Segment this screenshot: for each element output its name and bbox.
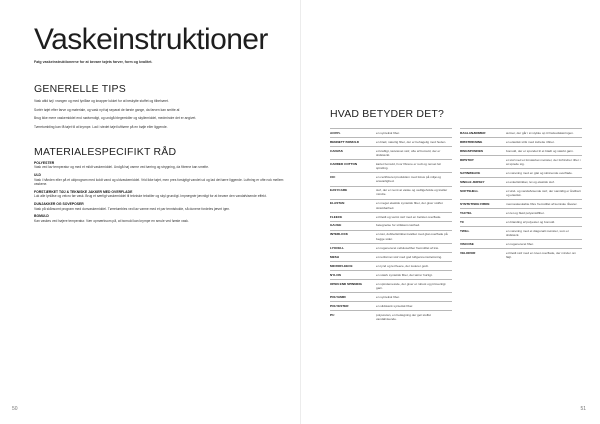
glossary-term: CARDED COTTON	[330, 161, 358, 166]
page-number-right: 51	[580, 406, 586, 412]
glossary-definition: menneskeskabte fibre fremstillet af kemiske råvarer.	[506, 201, 578, 206]
material-text: Vask ved lav temperatur og med et mildt vaskemiddel. Undgå høj varme ved tørring og strygning, da fibrene kan smelte.	[34, 165, 209, 170]
glossary-term: RIBSTRIKNING	[460, 139, 483, 144]
glossary-term: SOFTSHELL	[460, 188, 479, 193]
glossary-row	[460, 186, 582, 199]
glossary-term: VELOROR	[460, 251, 476, 256]
glossary-row	[330, 172, 452, 185]
material-text: Vask i hånden eller på et uldprogram med koldt vand og uldvaskemiddel. Vrid ikke tøjet, men pres forsigtigt vandet ud og lad det tørre liggende. Luftning er ofte nok mellem vaskene.	[34, 177, 284, 187]
glossary-term: RINGSPUNDEN	[460, 148, 483, 153]
glossary-definition: polyuretan, en belægning der gør stoffet vandafvisende.	[376, 312, 431, 321]
glossary-row	[460, 168, 582, 177]
glossary-term: TC	[460, 219, 465, 224]
tip-paragraph: Sortér tøjet efter farve og materiale, og vask nyt tøj separat de første gange, da farven kan smitte af.	[34, 107, 181, 112]
glossary-row	[330, 230, 452, 243]
materials-list	[34, 161, 286, 224]
tips-heading: GENERELLE TIPS	[34, 83, 126, 95]
glossary-definition: en regenereret cellulosefiber fremstillet af træ.	[376, 245, 440, 250]
glossary-definition: et netformet stof med god luftgennemstrømning.	[376, 254, 443, 259]
glossary-row	[330, 301, 452, 310]
glossary-term: ELASTAN	[330, 201, 345, 206]
glossary-row	[460, 248, 582, 261]
glossary-term: CIC	[330, 174, 336, 179]
glossary-row	[460, 217, 582, 226]
material-title: POLYESTER	[34, 160, 55, 165]
glossary-row	[330, 243, 452, 252]
page-subtitle: Følg vaskeinstruktionerne for at bevare tøjets farver, form og kvalitet.	[34, 60, 153, 64]
glossary-definition: en vævning med et diagonalt mønster, som er slidstærk.	[506, 228, 569, 238]
page-title: Vaskeinstruktioner	[34, 23, 268, 56]
glossary-definition: en stærk syntetisk fiber, der tørrer hurtigt.	[376, 272, 433, 277]
left-page	[34, 24, 286, 226]
glossary-term: SINGLE JERSEY	[460, 179, 485, 184]
glossary-row	[460, 128, 582, 137]
tips-list	[34, 99, 286, 130]
glossary-definition: en meget elastisk syntetisk fiber, der giver stoffet strækbarhed.	[376, 201, 443, 210]
material-text: Kan vaskes ved højere temperatur. Vær opmærksom på, at bomuld kan krympe en smule ved første vask.	[34, 218, 189, 223]
glossary-term: RIPSTOP	[460, 157, 474, 162]
glossary-definition: kartet bomuld, hvor fibrene er redt og renset før spinding.	[376, 161, 441, 170]
glossary-row	[330, 199, 452, 212]
glossary-row	[460, 155, 582, 168]
glossary-definition: en slidstærk syntetisk fiber.	[376, 303, 414, 308]
glossary-row	[460, 208, 582, 217]
glossary-term: ACRYL	[330, 130, 341, 135]
glossary-term: GAUGE	[330, 223, 342, 228]
glossary-row	[330, 279, 452, 292]
material-title: FORSTÆRKET TØJ & TEKNISKE JAKKER MED OVERFLADE	[34, 189, 133, 194]
glossary-term: BENNETT BOMULD	[330, 139, 360, 144]
glossary-definition: en tæt, dobbeltstrikket kvalitet med glat overflade på begge sider.	[376, 232, 448, 241]
glossary	[330, 128, 582, 323]
glossary-row	[460, 199, 582, 208]
glossary-heading: HVAD BETYDER DET?	[330, 108, 445, 120]
glossary-definition: et stof med et forstærket mønster, der forhindrer rifter i at sprede sig.	[506, 157, 581, 166]
glossary-definition: en regenereret fiber.	[506, 242, 534, 247]
glossary-definition: en blød, naturlig fiber, der er behagelig mod huden.	[376, 139, 447, 144]
glossary-definition: et kraftigt, tætvævet stof, ofte af bomuld, der er slidstærkt.	[376, 148, 441, 157]
glossary-definition: en syntetisk fiber.	[376, 294, 400, 299]
glossary-row	[330, 212, 452, 221]
glossary-term: RAGLANÆRMER	[460, 130, 486, 135]
glossary-row	[460, 177, 582, 186]
glossary-term: NYLON	[330, 272, 341, 277]
tip-paragraph: Brug ikke mere vaskemiddel end nødvendigt, og undgå blegemidler og skyllemiddel, medmindre det er angivet.	[34, 116, 197, 121]
glossary-definition: betegnelse for strikkens tæthed.	[376, 223, 421, 228]
glossary-row	[330, 128, 452, 137]
glossary-term: MICROFLEECE	[330, 263, 353, 268]
material-item	[34, 202, 286, 211]
glossary-row	[330, 186, 452, 199]
glossary-term: CANVAS	[330, 148, 343, 153]
glossary-term: PU	[330, 312, 335, 317]
glossary-term: OPEN END SPINNING	[330, 281, 362, 286]
glossary-definition: en let og blød polyamidfiber.	[506, 210, 545, 215]
material-title: DUNJAKKER OG SOVEPOSER	[34, 201, 84, 206]
glossary-term: POLYESTER	[330, 303, 349, 308]
material-title: ULD	[34, 173, 41, 177]
glossary-definition: et blødt og varmt stof med en børstet overflade.	[376, 214, 442, 219]
glossary-definition: en vævning med en glat og skinnende overflade.	[506, 170, 573, 175]
material-item	[34, 190, 286, 199]
glossary-term: SYNTETISKE FIBRE	[460, 201, 490, 206]
glossary-row	[330, 252, 452, 261]
page-number-left: 50	[12, 406, 18, 412]
glossary-term: VISCOSE	[460, 242, 474, 247]
glossary-definition: en syntetisk fiber.	[376, 130, 400, 135]
glossary-row	[460, 226, 582, 239]
tip-paragraph: Vask altid tøj i vrangen og med lynlåse og knapper lukket for at beskytte stoffet og tilbehøret.	[34, 99, 169, 103]
materials-heading: MATERIALESPECIFIKT RÅD	[34, 145, 177, 158]
glossary-row	[460, 146, 582, 155]
glossary-column-right	[460, 128, 582, 323]
glossary-definition: en spindemetode, der giver et robust og prisvenligt garn.	[376, 281, 446, 290]
material-text: Vask på skånsomt program med dunvaskemiddel. Tørretumbles ved lav varme med et par tennisbolde, så dunene fordeles jævnt igen.	[34, 206, 231, 211]
glossary-term: TWILL	[460, 228, 470, 233]
material-item	[34, 173, 286, 187]
glossary-definition: et blødt stof med en luvet overflade, der minder om fløjl.	[506, 251, 576, 260]
page-divider	[300, 0, 301, 424]
glossary-term: LYOCELL	[330, 245, 345, 250]
glossary-definition: et enkeltstrikket, let og elastisk stof.	[506, 179, 555, 184]
glossary-term: TACTEL	[460, 210, 472, 215]
glossary-definition: ærmer, der går i ét stykke op til halsudskæringen.	[506, 130, 574, 135]
glossary-definition: en blanding af polyester og bomuld.	[506, 219, 556, 224]
glossary-definition: bomuld, der er spundet til et blødt og stærkt garn.	[506, 148, 574, 153]
glossary-row	[460, 239, 582, 248]
glossary-row	[330, 137, 452, 146]
material-title: BOMULD	[34, 214, 49, 219]
glossary-definition: en tynd og let fleece, der isolerer godt.	[376, 263, 429, 268]
glossary-row	[330, 146, 452, 159]
glossary-row	[330, 159, 452, 172]
material-item	[34, 214, 286, 223]
tip-paragraph: Tørretumbling kan få tøjet til at krympe. Lad i stedet tøjet lufttørre på en bøjle eller liggende.	[34, 125, 168, 130]
glossary-row	[330, 261, 452, 270]
material-item	[34, 161, 286, 170]
glossary-term: INTERLOCK	[330, 232, 349, 237]
glossary-row	[330, 221, 452, 230]
glossary-definition: stof, der er nemt at vaske og vedligeholde og krøller mindre.	[376, 188, 448, 197]
glossary-term: MESH	[330, 254, 339, 259]
glossary-row	[330, 310, 452, 323]
glossary-definition: en certificeret produktion med fokus på miljø og ansvarlighed.	[376, 174, 441, 184]
glossary-column-left	[330, 128, 452, 323]
glossary-row	[330, 292, 452, 301]
glossary-definition: en elastisk strik med lodrette ribber.	[506, 139, 555, 144]
right-page	[330, 108, 582, 323]
glossary-row	[330, 270, 452, 279]
glossary-term: EASYCARE	[330, 188, 348, 193]
glossary-term: POLYAMID	[330, 294, 346, 299]
glossary-term: FLEECE	[330, 214, 343, 219]
glossary-row	[460, 137, 582, 146]
glossary-term: SATINWEAVE	[460, 170, 481, 175]
glossary-definition: et vind- og vandafvisende stof, der samtidig er åndbart og elastisk.	[506, 188, 581, 197]
material-text: Luk alle lynlåse og velcro før vask. Brug et særligt vaskemiddel til tekniske tekstiler og skyl grundigt. Imprægnér jævnligt for at bevare den vandafvisende effekt.	[34, 194, 267, 199]
